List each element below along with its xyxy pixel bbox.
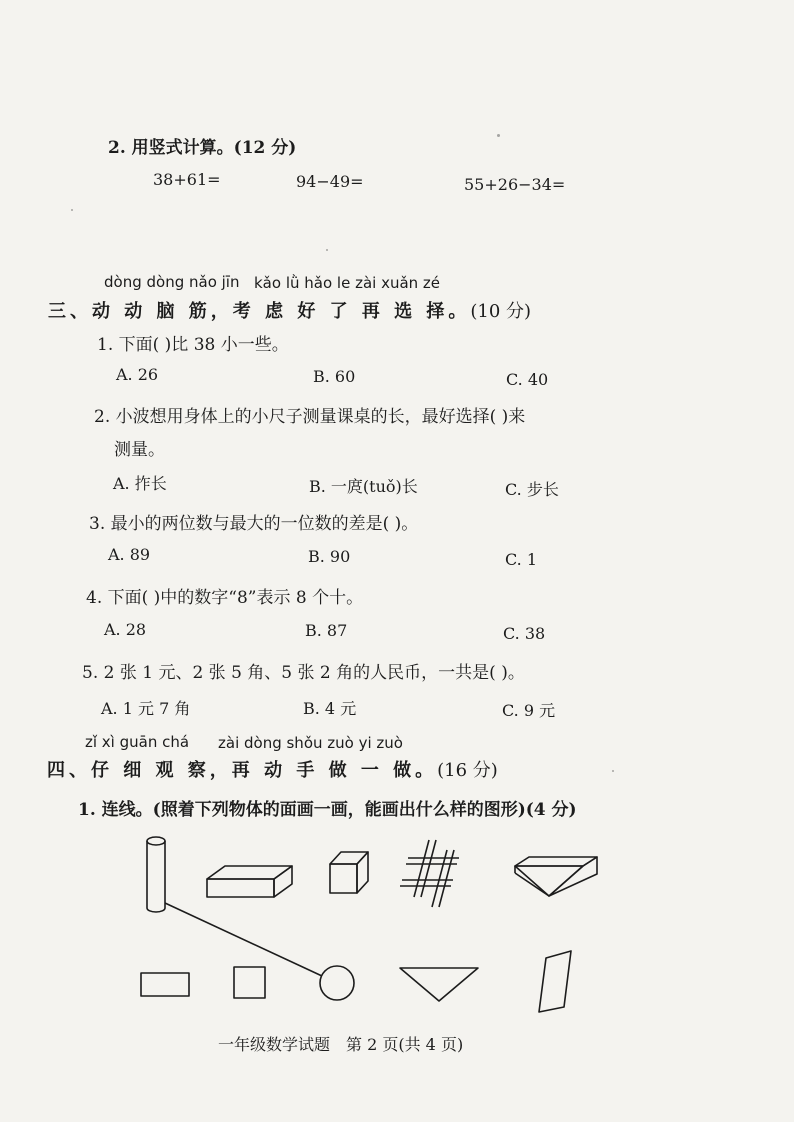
s3-q2-option-c: C. 步长: [505, 480, 559, 499]
s3-q5-stem: 5. 2 张 1 元、2 张 5 角、5 张 2 角的人民币，一共是( )。: [82, 663, 525, 683]
s3-q3-option-c: C. 1: [505, 550, 538, 569]
section3-pinyin-2: kǎo lǜ hǎo le zài xuǎn zé: [254, 274, 441, 292]
s3-q2-option-a: A. 拃长: [113, 474, 167, 493]
cylinder-object: [147, 837, 165, 912]
calc-problem-2: 94−49=: [296, 172, 364, 191]
s3-q1-option-b: B. 60: [313, 367, 356, 386]
s3-q4-option-b: B. 87: [305, 621, 348, 640]
cube-object: [330, 852, 368, 893]
s3-q3-stem: 3. 最小的两位数与最大的一位数的差是( )。: [89, 514, 419, 534]
section4-points: (16 分): [437, 760, 498, 781]
scan-speck: [71, 209, 73, 211]
s3-q4-option-a: A. 28: [104, 620, 147, 639]
connecting-line: [165, 903, 322, 976]
s3-q2-stem: 2. 小波想用身体上的小尺子测量课桌的长，最好选择( )来: [94, 407, 526, 427]
s3-q3-option-a: A. 89: [108, 545, 151, 564]
scan-speck: [326, 249, 328, 251]
section3-points: (10 分): [470, 301, 532, 322]
s3-q5-option-b: B. 4 元: [303, 699, 357, 718]
scan-speck: [612, 770, 614, 772]
s3-q2-option-b: B. 一庹(tuǒ)长: [309, 477, 418, 496]
parallelogram-shape: [539, 951, 571, 1012]
s3-q4-stem: 4. 下面( )中的数字“8”表示 8 个十。: [86, 588, 364, 608]
s3-q4-option-c: C. 38: [503, 624, 546, 643]
triangle-shape: [400, 968, 478, 1001]
calc-problem-3: 55+26−34=: [464, 175, 566, 194]
s3-q5-option-a: A. 1 元 7 角: [101, 699, 191, 718]
section4-pinyin-2: zài dòng shǒu zuò yi zuò: [218, 734, 403, 752]
scan-speck: [497, 134, 500, 137]
cuboid-object: [207, 866, 292, 897]
section3-heading-text: 三、动 动 脑 筋，考 虑 好 了 再 选 择。: [48, 301, 471, 322]
rectangle-shape: [141, 973, 189, 996]
s4-q1-instructions: 1. 连线。(照着下列物体的面画一画，能画出什么样的图形)(4 分): [78, 800, 577, 820]
circle-shape: [320, 966, 354, 1000]
q2-title: 2. 用竖式计算。(12 分): [108, 138, 297, 158]
section4-pinyin-1: zǐ xì guān chá: [85, 733, 190, 751]
s3-q5-option-c: C. 9 元: [502, 701, 556, 720]
s3-q1-option-c: C. 40: [506, 370, 549, 389]
square-shape: [234, 967, 265, 998]
s3-q2-stem-cont: 测量。: [114, 440, 165, 460]
s3-q1-stem: 1. 下面( )比 38 小一些。: [97, 335, 289, 355]
page-footer: 一年级数学试题 第 2 页(共 4 页): [218, 1035, 464, 1054]
section4-heading-text: 四、仔 细 观 察，再 动 手 做 一 做。: [47, 760, 438, 781]
s3-q3-option-b: B. 90: [308, 547, 351, 566]
sticks-object: [400, 840, 459, 907]
triangular-prism-object: [515, 857, 597, 896]
section3-pinyin-1: dòng dòng nǎo jīn: [104, 273, 240, 291]
s3-q1-option-a: A. 26: [116, 365, 159, 384]
calc-problem-1: 38+61=: [153, 170, 221, 189]
